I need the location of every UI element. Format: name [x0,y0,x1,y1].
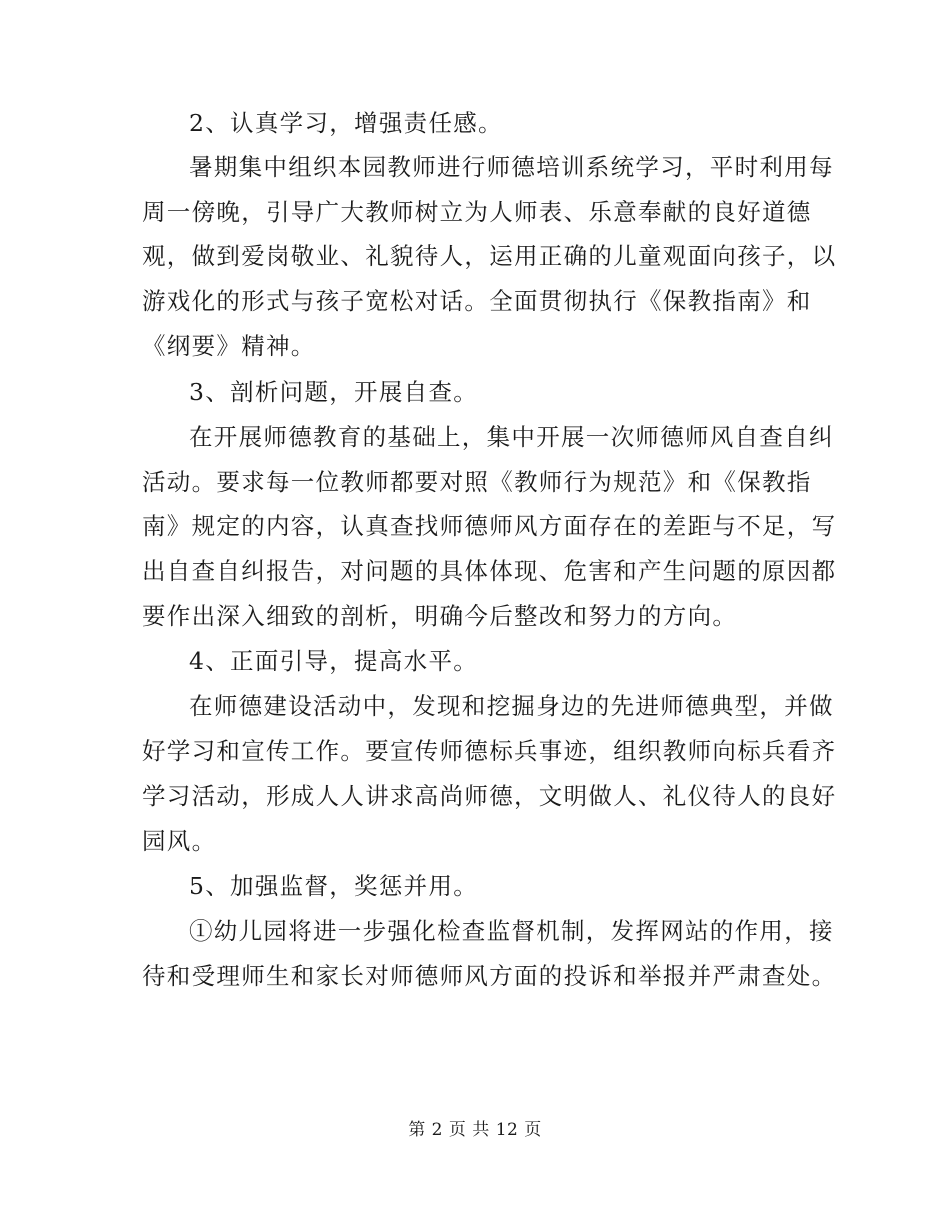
heading-item-2: 2、认真学习，增强责任感。 [189,109,503,137]
paragraph-line: 观，做到爱岗敬业、礼貌待人，运用正确的儿童观面向孩子，以 [142,242,837,270]
paragraph-line: 园风。 [142,827,217,855]
page-number-footer: 第 2 页 共 12 页 [408,1120,542,1140]
heading-item-5: 5、加强监督，奖惩并用。 [189,872,479,900]
paragraph-line: ①幼儿园将进一步强化检查监督机制，发挥网站的作用，接 [189,917,834,945]
paragraph-line: 暑期集中组织本园教师进行师德培训系统学习，平时利用每 [189,153,834,181]
paragraph-line: 好学习和宣传工作。要宣传师德标兵事迹，组织教师向标兵看齐 [142,737,837,765]
paragraph-line: 游戏化的形式与孩子宽松对话。全面贯彻执行《保教指南》和 [142,287,812,315]
paragraph-line: 在开展师德教育的基础上，集中开展一次师德师风自查自纠 [189,423,834,451]
heading-item-3: 3、剖析问题，开展自查。 [189,378,479,406]
heading-item-4: 4、正面引导，提高水平。 [189,647,479,675]
paragraph-line: 《纲要》精神。 [142,332,316,360]
paragraph-line: 出自查自纠报告，对问题的具体体现、危害和产生问题的原因都 [142,557,837,585]
paragraph-line: 要作出深入细致的剖析，明确今后整改和努力的方向。 [142,602,738,630]
paragraph-line: 在师德建设活动中，发现和挖掘身边的先进师德典型，并做 [189,692,834,720]
paragraph-line: 待和受理师生和家长对师德师风方面的投诉和举报并严肃查处。 [142,962,837,990]
paragraph-line: 周一傍晚，引导广大教师树立为人师表、乐意奉献的良好道德 [142,198,812,226]
paragraph-line: 活动。要求每一位教师都要对照《教师行为规范》和《保教指 [142,468,812,496]
paragraph-line: 南》规定的内容，认真查找师德师风方面存在的差距与不足，写 [142,512,837,540]
paragraph-line: 学习活动，形成人人讲求高尚师德，文明做人、礼仪待人的良好 [142,782,837,810]
